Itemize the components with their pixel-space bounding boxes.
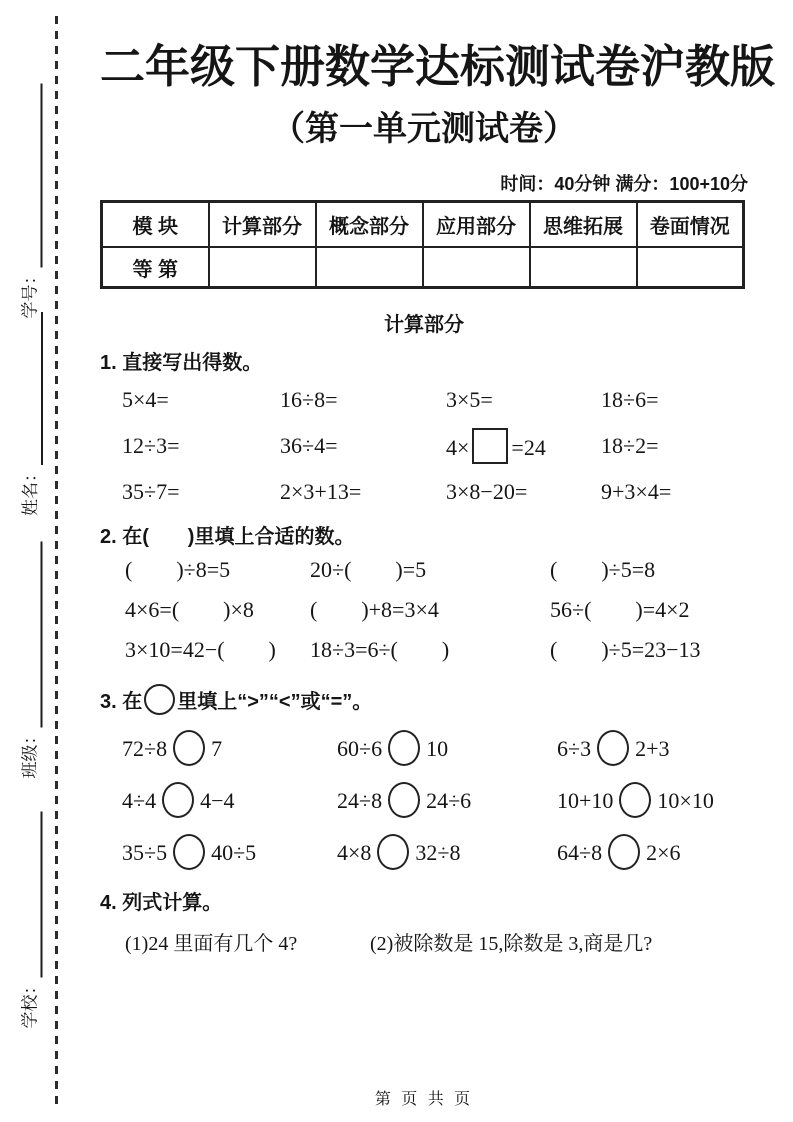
question-3-heading-post: 里填上“>”“<”或“=”。	[177, 691, 373, 713]
word-problem-1: (1)24 里面有几个 4?	[125, 932, 298, 955]
comparison-item	[122, 834, 337, 870]
comparison-item	[557, 782, 748, 818]
equation-with-box	[446, 428, 601, 464]
score-table-header-row	[102, 202, 744, 248]
question-3-heading	[100, 684, 372, 715]
equation: 4×6=( )×8	[125, 597, 254, 622]
question-1-grid	[100, 377, 748, 515]
left-expression: 24÷8	[337, 788, 383, 813]
comparison-circle[interactable]	[162, 782, 194, 818]
score-col-neatness: 卷面情况	[637, 202, 744, 248]
score-col-calculation: 计算部分	[209, 202, 316, 248]
school-label: 学校：	[20, 977, 40, 1029]
equation: 5×4=	[122, 387, 169, 412]
equation: 9+3×4=	[601, 479, 672, 504]
left-expression: 60÷6	[337, 736, 383, 761]
right-expression: 10	[426, 736, 449, 761]
equation: 18÷2=	[601, 433, 659, 458]
seal-line	[55, 16, 58, 1108]
left-expression: 6÷3	[557, 736, 592, 761]
equation: 56÷( )=4×2	[550, 597, 690, 622]
equation: 3×10=42−( )	[125, 637, 276, 662]
equation: ( )+8=3×4	[310, 597, 439, 622]
question-3-grid	[100, 722, 748, 878]
comparison-circle[interactable]	[597, 730, 629, 766]
student-id-field	[17, 84, 43, 319]
equation: 2×3+13=	[280, 479, 362, 504]
circle-icon	[144, 684, 175, 715]
question-1-heading: 1. 直接写出得数。	[100, 352, 263, 374]
exam-meta: 时间：40分钟 满分：100+10分	[500, 174, 748, 194]
right-expression: 7	[211, 736, 223, 761]
comparison-circle[interactable]	[377, 834, 409, 870]
score-table	[100, 200, 745, 289]
left-expression: 4×8	[337, 840, 372, 865]
class-field	[17, 542, 43, 779]
comparison-item	[557, 834, 748, 870]
equation: 35÷7=	[122, 479, 180, 504]
left-expression: 72÷8	[122, 736, 168, 761]
word-problem-2: (2)被除数是 15,除数是 3,商是几?	[370, 932, 653, 955]
comparison-circle[interactable]	[173, 834, 205, 870]
school-blank[interactable]	[23, 812, 43, 978]
equation: 3×5=	[446, 387, 493, 412]
page-title: 二年级下册数学达标测试卷沪教版	[100, 41, 776, 92]
section-title: 计算部分	[384, 314, 464, 336]
comparison-item	[557, 730, 748, 766]
question-3-heading-pre: 3. 在	[100, 691, 143, 713]
right-expression: 32÷8	[415, 840, 461, 865]
question-2-heading: 2. 在( )里填上合适的数。	[100, 526, 355, 548]
question-4-grid	[100, 924, 748, 958]
grade-cell-application[interactable]	[423, 247, 530, 288]
comparison-circle[interactable]	[388, 782, 420, 818]
right-expression: 40÷5	[211, 840, 257, 865]
comparison-item	[337, 834, 557, 870]
score-col-application: 应用部分	[423, 202, 530, 248]
score-col-module: 模 块	[102, 202, 209, 248]
equation: 18÷3=6÷( )	[310, 637, 450, 662]
score-col-concept: 概念部分	[316, 202, 423, 248]
equation: 36÷4=	[280, 433, 338, 458]
equation-suffix: =24	[511, 435, 546, 460]
score-col-thinking: 思维拓展	[530, 202, 637, 248]
equation-prefix: 4×	[446, 435, 470, 460]
question-2-grid	[100, 550, 748, 670]
comparison-item	[122, 730, 337, 766]
page-subtitle: （第一单元测试卷）	[271, 110, 577, 148]
comparison-circle[interactable]	[388, 730, 420, 766]
equation: 20÷( )=5	[310, 557, 427, 582]
score-table-grade-row	[102, 247, 744, 288]
comparison-circle[interactable]	[619, 782, 651, 818]
right-expression: 4−4	[200, 788, 235, 813]
student-id-label: 学号：	[20, 267, 40, 319]
page-footer: 第 页 共 页	[374, 1091, 474, 1108]
equation: ( )÷8=5	[125, 557, 231, 582]
grade-row-label: 等 第	[102, 247, 209, 288]
left-expression: 35÷5	[122, 840, 168, 865]
student-name-field	[17, 312, 43, 516]
equation: ( )÷5=23−13	[550, 637, 701, 662]
student-name-blank[interactable]	[23, 312, 43, 465]
school-field	[17, 812, 43, 1029]
right-expression: 2×6	[646, 840, 681, 865]
equation: 18÷6=	[601, 387, 659, 412]
answer-box[interactable]	[472, 428, 508, 464]
grade-cell-neatness[interactable]	[637, 247, 744, 288]
right-expression: 2+3	[635, 736, 670, 761]
grade-cell-calculation[interactable]	[209, 247, 316, 288]
comparison-item	[122, 782, 337, 818]
student-name-label: 姓名：	[21, 465, 40, 516]
equation: 16÷8=	[280, 387, 338, 412]
paper-body	[100, 0, 776, 1122]
comparison-item	[337, 730, 557, 766]
class-label: 班级：	[20, 727, 40, 779]
comparison-circle[interactable]	[173, 730, 205, 766]
grade-cell-thinking[interactable]	[530, 247, 637, 288]
equation: 3×8−20=	[446, 479, 528, 504]
comparison-circle[interactable]	[608, 834, 640, 870]
left-expression: 10+10	[557, 788, 614, 813]
right-expression: 24÷6	[426, 788, 472, 813]
class-blank[interactable]	[23, 542, 43, 728]
grade-cell-concept[interactable]	[316, 247, 423, 288]
student-id-blank[interactable]	[23, 84, 43, 268]
right-expression: 10×10	[657, 788, 714, 813]
comparison-item	[337, 782, 557, 818]
equation: ( )÷5=8	[550, 557, 656, 582]
equation: 12÷3=	[122, 433, 180, 458]
question-4-heading: 4. 列式计算。	[100, 892, 223, 914]
left-expression: 64÷8	[557, 840, 603, 865]
left-expression: 4÷4	[122, 788, 157, 813]
